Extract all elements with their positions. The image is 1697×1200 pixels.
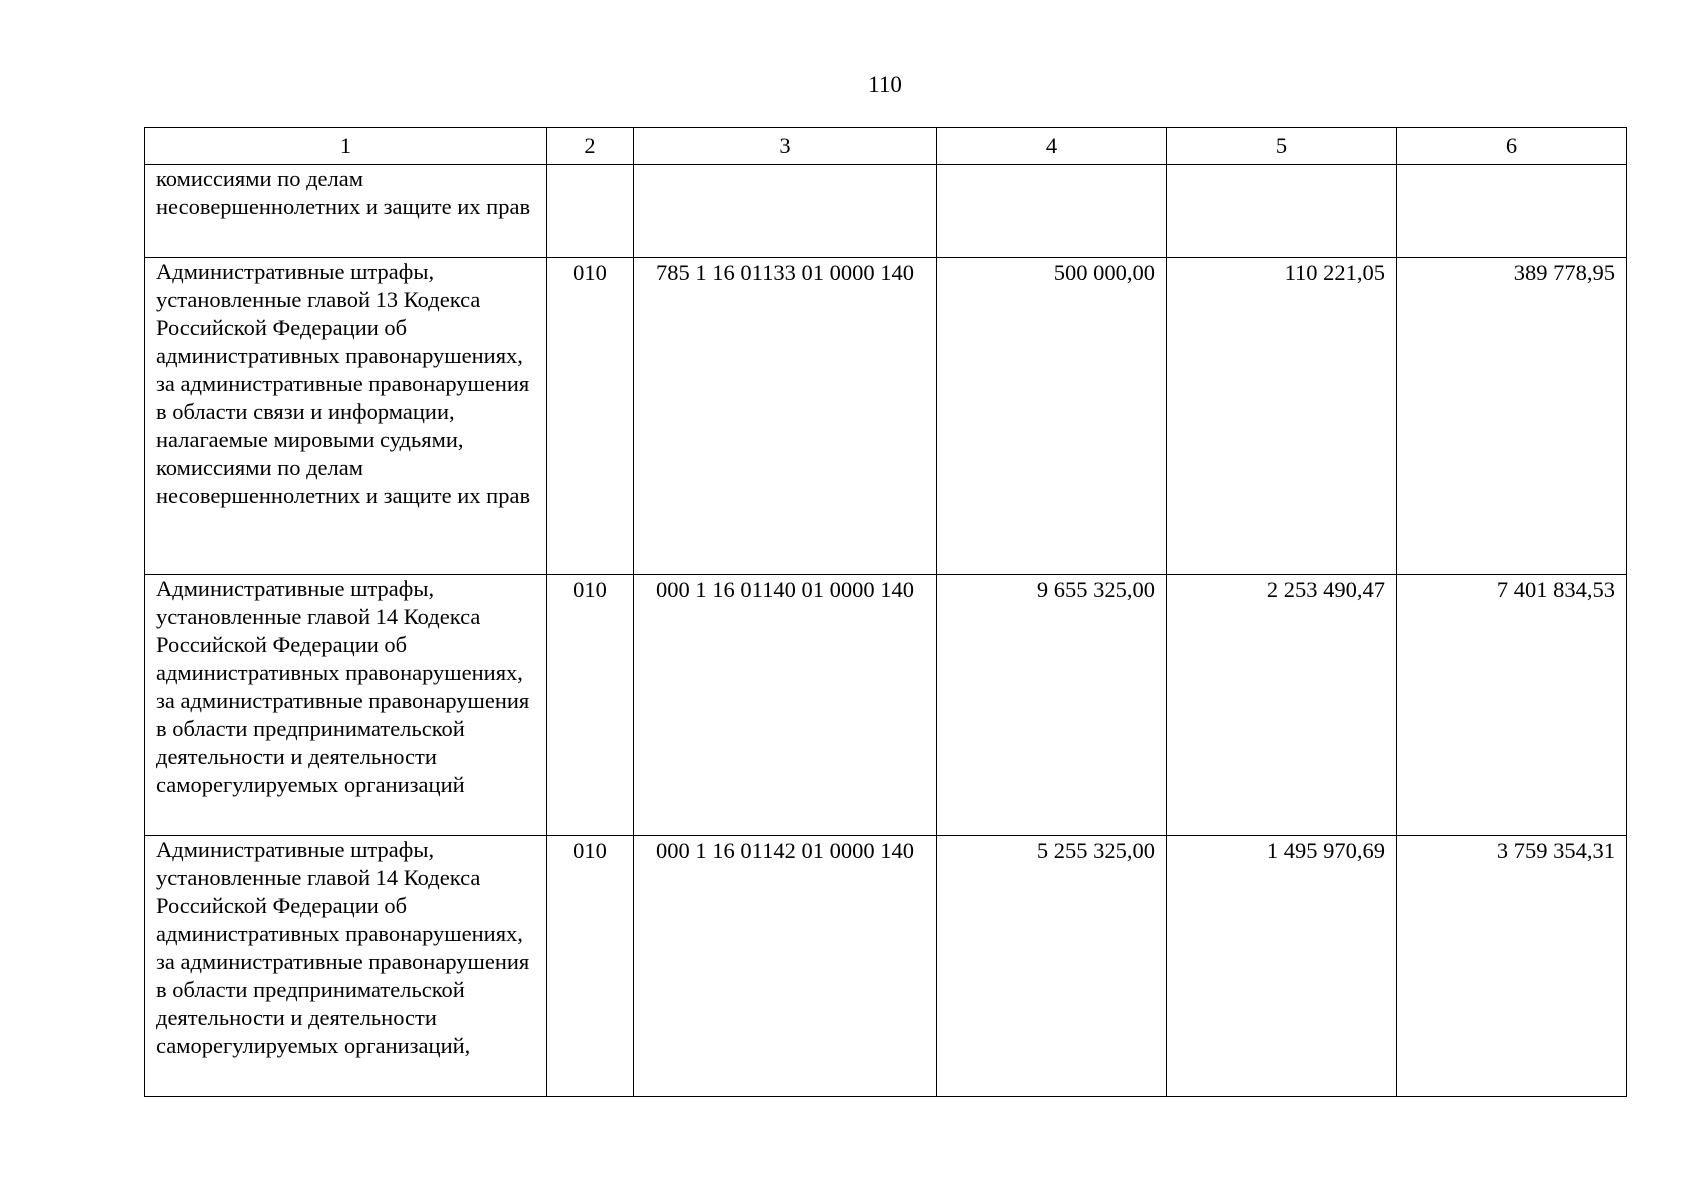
budget-report-table	[144, 127, 1627, 1097]
row-kbk-cell: 000 1 16 01140 01 0000 140	[634, 575, 937, 836]
row-unexecuted-cell	[1397, 165, 1627, 258]
row-name-cell: Административные штрафы, установленные главой 13 Кодекса Российской Федерации об административных правонарушениях, за административные правонарушения в области связи и информации, налагаемые мировыми судьями, комиссиями по делам несовершеннолетних и защите их прав	[145, 258, 547, 575]
row-kbk-cell	[634, 165, 937, 258]
row-executed-cell	[1167, 165, 1397, 258]
column-header-4: 4	[937, 128, 1167, 165]
column-header-6: 6	[1397, 128, 1627, 165]
table-header-row	[145, 128, 1627, 165]
table-row-continuation	[145, 165, 1627, 258]
row-kbk-cell: 000 1 16 01142 01 0000 140	[634, 836, 937, 1097]
column-header-5: 5	[1167, 128, 1397, 165]
table-row	[145, 575, 1627, 836]
row-approved-cell	[937, 165, 1167, 258]
row-unexecuted-cell: 389 778,95	[1397, 258, 1627, 575]
row-executed-cell: 2 253 490,47	[1167, 575, 1397, 836]
row-code-cell: 010	[547, 258, 634, 575]
row-approved-cell: 5 255 325,00	[937, 836, 1167, 1097]
row-code-cell: 010	[547, 575, 634, 836]
row-unexecuted-cell: 3 759 354,31	[1397, 836, 1627, 1097]
row-code-cell	[547, 165, 634, 258]
row-executed-cell: 110 221,05	[1167, 258, 1397, 575]
page-number: 110	[868, 72, 902, 97]
column-header-2: 2	[547, 128, 634, 165]
row-name-cell: комиссиями по делам несовершеннолетних и защите их прав	[145, 165, 547, 258]
row-name-cell: Административные штрафы, установленные главой 14 Кодекса Российской Федерации об административных правонарушениях, за административные правонарушения в области предпринимательской деятельности и деятельности саморегулируемых организаций	[145, 575, 547, 836]
row-name-cell: Административные штрафы, установленные главой 14 Кодекса Российской Федерации об административных правонарушениях, за административные правонарушения в области предпринимательской деятельности и деятельности саморегулируемых организаций,	[145, 836, 547, 1097]
row-code-cell: 010	[547, 836, 634, 1097]
column-header-1: 1	[145, 128, 547, 165]
row-approved-cell: 9 655 325,00	[937, 575, 1167, 836]
column-header-3: 3	[634, 128, 937, 165]
row-unexecuted-cell: 7 401 834,53	[1397, 575, 1627, 836]
row-approved-cell: 500 000,00	[937, 258, 1167, 575]
table-row	[145, 258, 1627, 575]
row-kbk-cell: 785 1 16 01133 01 0000 140	[634, 258, 937, 575]
row-executed-cell: 1 495 970,69	[1167, 836, 1397, 1097]
table-row	[145, 836, 1627, 1097]
